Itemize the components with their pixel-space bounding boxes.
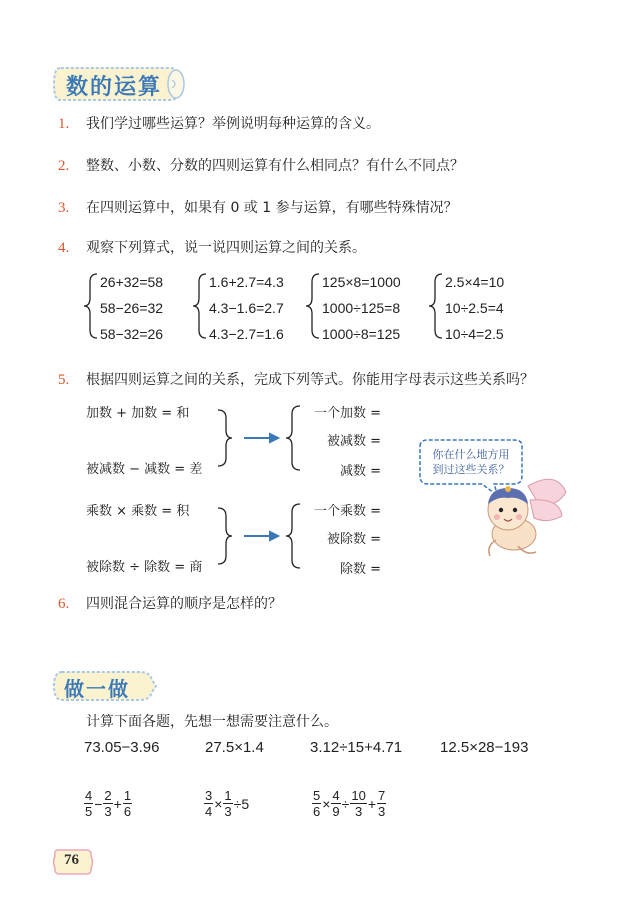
fraction: $\frac{4}{9}$ (332, 788, 340, 819)
equation: 58−26=32 (100, 300, 164, 316)
blank-addend: 一个加数 = (313, 406, 381, 421)
equation: 10÷4=2.5 (445, 326, 504, 342)
calc-expression: 12.5×28−193 (440, 739, 529, 756)
blank-factor: 一个乘数 = (313, 504, 381, 519)
blank-minuend: 被减数 = (326, 434, 381, 449)
closing-brace-2 (218, 508, 232, 564)
section-title: 做一做 (64, 677, 130, 701)
fraction: $\frac{3}{4}$ (205, 788, 213, 819)
question-text: 整数、小数、分数的四则运算有什么相同点？有什么不同点？ (86, 158, 464, 174)
equation: 1000÷8=125 (322, 326, 401, 342)
question-number: 5. (58, 372, 70, 388)
blank-divisor: 除数 = (339, 562, 381, 577)
question-text: 在四则运算中，如果有 0 或 1 参与运算，有哪些特殊情况？ (86, 200, 458, 216)
question-number: 4. (58, 240, 70, 256)
fraction-expression-1: $\frac{4}{5}$ − $\frac{2}{3}$ + $\frac{1}{6}$ (85, 788, 132, 819)
section-banner-2 (50, 666, 160, 706)
equation: 4.3−2.7=1.6 (209, 326, 284, 342)
fraction: $\frac{7}{3}$ (378, 788, 386, 819)
fraction: $\frac{4}{5}$ (85, 788, 93, 819)
opening-brace-2 (286, 504, 300, 568)
arrow-right-icon (244, 532, 278, 540)
equation: 4.3−1.6=2.7 (209, 300, 284, 316)
speech-bubble-text (423, 447, 519, 477)
opening-brace-1 (286, 406, 300, 470)
blank-dividend: 被除数 = (326, 532, 381, 547)
question-text: 我们学过哪些运算？举例说明每种运算的含义。 (86, 116, 380, 132)
calc-expression: 27.5×1.4 (205, 739, 264, 756)
relation-multiplication: 乘数 × 乘数 = 积 (86, 504, 190, 519)
calc-expression: 73.05−3.96 (84, 739, 160, 756)
equation: 1.6+2.7=4.3 (209, 274, 284, 290)
question-text: 四则混合运算的顺序是怎样的？ (86, 596, 282, 612)
relation-division: 被除数 ÷ 除数 = 商 (86, 560, 203, 575)
fraction: $\frac{2}{3}$ (104, 788, 112, 819)
cupid-character-icon (488, 479, 566, 556)
equation: 10÷2.5=4 (445, 300, 504, 316)
fraction: $\frac{1}{6}$ (123, 788, 132, 819)
equation: 2.5×4=10 (445, 274, 505, 290)
equation: 125×8=1000 (322, 274, 401, 290)
fraction-expression-2: $\frac{3}{4}$ × $\frac{1}{3}$ ÷5 (205, 788, 250, 819)
section-title: 数的运算 (66, 74, 163, 100)
arrow-right-icon (244, 434, 278, 442)
question-number: 1. (58, 116, 70, 132)
question-number: 3. (58, 200, 70, 216)
fraction: $\frac{10}{3}$ (351, 788, 366, 819)
instruction-text: 计算下面各题，先想一想需要注意什么。 (86, 714, 338, 730)
closing-brace-1 (218, 410, 232, 466)
question-number: 2. (58, 158, 70, 174)
question-6 (58, 594, 282, 614)
question-text: 根据四则运算之间的关系，完成下列等式。你能用字母表示这些关系吗？ (86, 372, 534, 388)
relation-subtraction: 被减数 − 减数 = 差 (86, 462, 203, 477)
page-number: 76 (64, 852, 79, 868)
question-number: 6. (58, 596, 70, 612)
equation: 58−32=26 (100, 326, 164, 342)
blank-subtrahend: 减数 = (339, 464, 381, 479)
fraction: $\frac{1}{3}$ (224, 788, 232, 819)
calc-expression: 3.12÷15+4.71 (310, 739, 403, 756)
fraction: $\frac{5}{6}$ (313, 788, 321, 819)
equation: 1000÷125=8 (322, 300, 401, 316)
equation: 26+32=58 (100, 274, 164, 290)
fraction-expression-3: $\frac{5}{6}$ × $\frac{4}{9}$ ÷ $\frac{10}{3}$ + $\frac{7}{3}$ (313, 788, 386, 819)
speech-line-2: 到过这些关系？ (432, 463, 510, 476)
relation-addition: 加数 + 加数 = 和 (86, 406, 190, 421)
speech-line-1: 你在什么地方用 (432, 448, 510, 461)
question-text: 观察下列算式，说一说四则运算之间的关系。 (86, 240, 366, 256)
